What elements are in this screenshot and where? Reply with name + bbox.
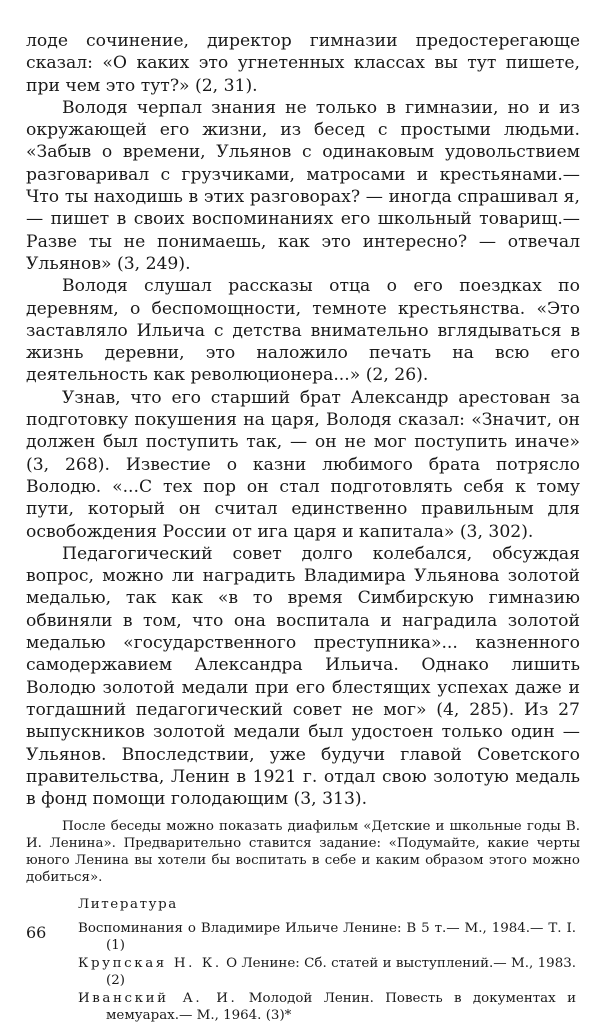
reference-item [78,990,576,1025]
paragraph-1: лоде сочинение, директор гимназии предостерегающе сказал: «О каких это угнетенных классах вы тут пишете, при чем это тут?» (2, 31). [26,31,580,96]
reference-author: Иванский А. И. [78,990,238,1006]
reference-text: Воспоминания о Владимире Ильиче Ленине: В 5 т.— М., 1984.— Т. I. (1) [78,920,576,954]
main-text [26,30,580,810]
page-number: 66 [26,923,47,942]
paragraph-3: Володя слушал рассказы отца о его поездках по деревням, о беспомощности, темноте крестьянства. «Это заставляло Ильича с детства внимательно вглядываться в жизнь деревни, это наложило печать на всю его деятельность как революционера...» (2, 26). [26,276,580,386]
references [26,896,580,1025]
reference-text: О Ленине: Сб. статей и выступлений.— М., 1983. (2) [106,955,576,989]
paragraph-2: Володя черпал знания не только в гимназии, но и из окружающей его жизни, из бесед с простыми людьми. «Забыв о времени, Ульянов с одинаковым удовольствием разговаривал с грузчиками, матросами и крестьянами.— Что ты находишь в этих разговорах? — иногда спрашивал я, — пишет в своих воспоминаниях его школьный товарищ.— Разве ты не понимаешь, как это интересно? — отвечал Ульянов» (3, 249). [26,97,580,274]
references-heading: Литература [78,897,178,913]
paragraph-4: Узнав, что его старший брат Александр арестован за подготовку покушения на царя, Володя сказал: «Значит, он должен был поступить так, — он не мог поступить иначе» (3, 268). Известие о казни любимого брата потрясло Володю. «...С тех пор он стал подготовлять себя к тому пути, который он считал единственно правильным для освобождения России от ига царя и капитала» (3, 302). [26,387,580,542]
methodical-note: После беседы можно показать диафильм «Детские и школьные годы В. И. Ленина». Предварительно ставится задание: «Подумайте, какие черты юного Ленина вы хотели бы воспитать в себе и каким образом этого можно добиться». [26,819,580,886]
reference-item [78,920,576,955]
reference-author: Крупская Н. К. [78,955,222,971]
reference-item [78,955,576,990]
reference-text: Молодой Ленин. Повесть в документах и мемуарах.— М., 1964. (3)* [106,990,577,1024]
paragraph-5: Педагогический совет долго колебался, обсуждая вопрос, можно ли наградить Владимира Ульянова золотой медалью, так как «в то время Симбирскую гимназию обвиняли в том, что она воспитала и наградила золотой медалью «государственного преступника»... казненного самодержавием Александра Ильича. Однако лишить Володю золотой медали при его блестящих успехах даже и тогдашний педагогический совет не мог» (4, 285). Из 27 выпускников золотой медали был удостоен только один — Ульянов. Впоследствии, уже будучи главой Советского правительства, Ленин в 1921 г. отдал свою золотую медаль в фонд помощи голодающим (3, 313). [26,543,580,810]
